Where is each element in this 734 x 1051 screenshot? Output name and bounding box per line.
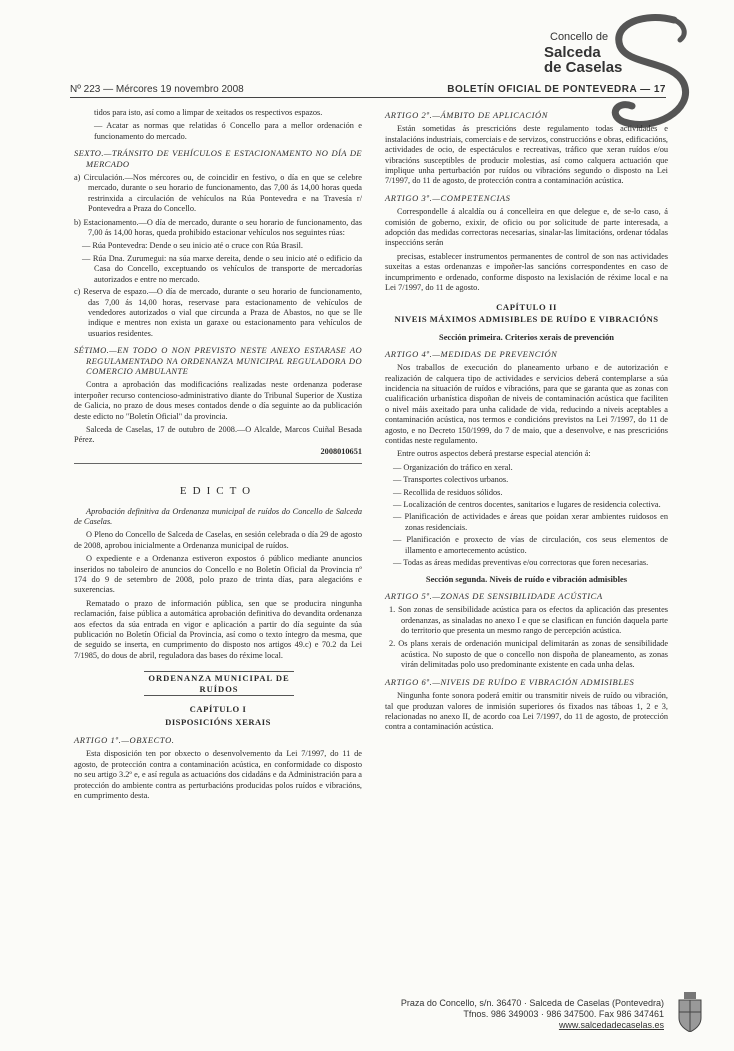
chapter-2: CAPÍTULO II <box>496 301 557 312</box>
left-para-4: O Pleno do Concello de Salceda de Caselas, en sesión celebrada o día 29 de agosto de 2008, aprobou inicialmente a Ordenanza municipal de ruídos. <box>74 530 362 550</box>
right-para-1: Están sometidas ás prescricións deste regulamento todas actividades e instalacións industriais, comerciais e de servizos, construccións e obras, edificacións, actividades de ocio, de espectáculos e recreativas, tráfico que xeran ruídos e/ou vibracións susceptibles de producir molestias, así como calquera actuación que implique unha perturbación por ruídos ou vibracións segundo o disposto na Lei 7/1997, do 11 de agosto, de protección contra a contaminación acústica. <box>385 124 668 186</box>
list-item-5: — Planificación de actividades e áreas que poidan xerar ambientes ruidosos en zonas residenciais. <box>393 512 668 532</box>
article-1-heading: ARTIGO 1º.—OBXECTO. <box>74 734 175 745</box>
item-b: b) Estacionamento.—O día de mercado, durante o seu horario de funcionamento, das 7,00 ás 14,00 horas, queda prohibido estacionar vehículos nos seguintes rúas: <box>74 217 362 238</box>
item-b1: — Rúa Pontevedra: Dende o seu inicio até o cruce con Rúa Brasil. <box>82 241 303 251</box>
article-2-heading: ARTIGO 2º.—ÁMBITO DE APLICACIÓN <box>385 110 549 120</box>
header-issue: Nº 223 — Mércores 19 novembro 2008 <box>70 84 244 95</box>
page-header <box>70 84 666 98</box>
chapter-2-title: NIVEIS MÁXIMOS ADMISIBLES DE RUÍDO E VIBRACIÓNS <box>394 313 659 324</box>
left-para-5: O expediente e a Ordenanza estiveron expostos ó público mediante anuncios inseridos no taboleiro de anuncios do Concello e no Boletín Oficial da Provincia nº 174 do 9 de setembro de 2008, polo prazo de trinta días, para alegacións e suxerencias. <box>74 554 362 595</box>
item-b2: — Rúa Dna. Zurumegui: na súa marxe dereita, dende o seu inicio até o edificio da Casa do Concello, exceptuando os vehículos de transporte de mercadorías autorizados e entre no mercado. <box>82 253 362 284</box>
article-5-list <box>385 605 668 670</box>
footer-website: www.salcedadecaselas.es <box>558 1020 664 1030</box>
section-1-title: Sección primeira. Criterios xerais de prevención <box>439 332 614 343</box>
left-para-3: Contra a aprobación das modificacións realizadas neste ordenanza poderase interpoñer recurso contencioso-administrativo diante do Tribunal Superior de Xustiza de Galicia, no prazo de dous meses contados dende o día seguinte ao da publicación deste edicto no "Boletín Oficial" da provincia. <box>74 380 362 421</box>
list-item-4: — Localización de centros docentes, sanitarios e lugares de residencia colectiva. <box>393 500 661 509</box>
chapter-1: CAPÍTULO I <box>189 704 247 715</box>
numbered-item-1: 1. Son zonas de sensibilidade acústica para os efectos da aplicación das presentes ordenanzas, as sinaladas no anexo I e que se clasifican en función daquela parte do territorio que presenta un mesmo rango de percepción acústica. <box>389 605 668 636</box>
list-item-2: — Transportes colectivos urbanos. <box>393 475 509 485</box>
article-6-heading: ARTIGO 6º.—NIVEIS DE RUÍDO E VIBRACIÓN ADMISIBLES <box>385 676 635 687</box>
article-3-heading: ARTIGO 3º.—COMPETENCIAS <box>385 192 511 203</box>
left-para-6: Rematado o prazo de información pública, sen que se producira ningunha reclamación, faise pública a automática aprobación definitiva do devandita ordenanza aos efectos da súa entrada en vigor e aplicación a partir do día seguinte da súa publicación no Boletín Oficial da Provincia, así como o texto íntegro da mesma, que de seguido se inserta, en cumprimento do disposto nos artigos 49.c) e 70.2 da Lei 7/1985, do dous de abril, reguladora das bases do réxime local. <box>74 598 362 660</box>
chapter-1-title: DISPOSICIÓNS XERAIS <box>165 716 271 727</box>
signature-text: Salceda de Caselas, 17 de outubro de 2008.—O Alcalde, Marcos Cuiñal Besada Pérez. <box>74 424 362 445</box>
numbered-item-2: 2. Os plans xerais de ordenación municipal delimitarán as zonas de sensibilidade acústica. No suposto de que o concello non dispoña de planeamento, as zonas virán delimitadas polo uso predominante existente en cada unha delas. <box>389 639 668 670</box>
list-item-6: — Planificación e proxecto de vías de circulación, cos seus elementos de illamento e amortecemento acústico. <box>393 535 668 555</box>
section-2-title: Sección segunda. Niveis de ruído e vibración admisibles <box>425 574 628 585</box>
left-para-1: tidos para isto, así como a limpar de xeitados os respectivos espazos. <box>94 108 323 117</box>
list-item-3: — Recollida de residuos sólidos. <box>393 487 503 497</box>
logo-line3: de Caselas <box>544 59 623 76</box>
logo-line2: Salceda <box>544 44 601 61</box>
right-para-3: precisas, establecer instrumentos permanentes de control de son nas actividades suxeitas a estas ordenanzas e impoñer-las sancións correspondentes en caso de incumprimento e ordenado, conforme disposto na lexislación de réxime local e na Lei 7/1997, do 11 de agosto. <box>385 251 668 293</box>
right-para-5: Entre outros aspectos deberá prestarse especial atención á: <box>397 449 591 459</box>
signature-line <box>74 425 362 446</box>
right-para-4: Nos traballos de execución do planeamento urbano e de autorización e realización de calquera tipo de actividades e servicios deberá contemplarse a súa incidencia na situación de ruídos e vibracións, para que se garanta que as zonas con cualificación urbanística dispoñan de niveis de contaminación acústica que faciliten o nivel máis axeitado para unha calidade de vida, reducindo a niveis aceptables a contaminación acústica, nos termos e condicións previstos na Lei 7/1997, do 11 de agosto, e no Decreto 150/1999, do 7 de maio, que a desenvolve, e nas prescricións contidas neste regulamento. <box>385 363 668 445</box>
signature-code: 2008010651 <box>320 446 362 456</box>
logo-text <box>544 30 622 75</box>
page-footer <box>401 998 664 1031</box>
item-a: a) Circulación.—Nos mércores ou, de coincidir en festivo, o día en que se celebre mercado, durante o seu horario de funcionamento, das 7,00 ás 14,00 horas queda restrinxida a circulación de vehículos na Rúa Pontevedra e na Travesía r/ Pontevedra a Praza do Concello. <box>74 173 362 214</box>
right-para-2: Correspondelle á alcaldía ou á concelleira en que delegue e, de se-lo caso, á comisión de goberno, exixir, de oficio ou por solicitude de parte interesada, a adopción das medidas correctoras necesarias, sinalar-las limitacións, ordenar tódalas inspeccións serán <box>385 207 668 248</box>
right-column <box>385 108 668 736</box>
coat-of-arms-icon <box>676 992 704 1032</box>
separator <box>74 463 362 464</box>
left-para-2: — Acatar as normas que relatidas ó Concello para a mellor ordenación e funcionamento do mercado. <box>94 121 362 141</box>
edicto-subtitle: Aprobación definitiva da Ordenanza municipal de ruídos do Concello de Salceda de Caselas. <box>74 506 362 526</box>
ordinance-title: ORDENANZA MUNICIPAL DE RUÍDOS <box>144 671 294 696</box>
header-rule <box>70 97 666 98</box>
logo-line1: Concello de <box>550 31 609 43</box>
article-5-heading: ARTIGO 5º.—ZONAS DE SENSIBILIDADE ACÚSTICA <box>385 590 603 601</box>
section-setimo: SÉTIMO.—EN TODO O NON PREVISTO NESTE ANEXO ESTARASE AO REGULAMENTADO NA ORDENANZA MUNICIPAL REGULADORA DO COMERCIO AMBULANTE <box>74 345 362 376</box>
item-c: c) Reserva de espazo.—O día de mercado, durante o seu horario de funcionamento, das 7,00 ás 14,00 horas, reservase para estacionamento de vehículos de vendedores autorizados o vial que circunda a Praza de Abastos, no que se lle indique e mentres non exista un garaxe ou estacionamento para vehículos de usuarios residentes. <box>74 287 362 338</box>
footer-address: Praza do Concello, s/n. 36470 · Salceda de Caselas (Pontevedra) <box>400 998 664 1008</box>
list-item-7: — Todas as áreas medidas preventivas e/ou correctoras que foren necesarias. <box>393 558 649 568</box>
list-item-1: — Organización do tráfico en xeral. <box>393 462 513 472</box>
edicto-title: EDICTO <box>179 485 257 498</box>
left-para-7: Esta disposición ten por obxecto o desenvolvemento da Lei 7/1997, do 11 de agosto, de protección contra a contaminación acústica, en conformidade co disposto no seu artigo 3.2º e, e así regula as actuacións dos cidadáns e da Administración para a protección do ambiente contra as perturbacións producidas polos ruídos e vibracións, en cumprimento desta. <box>74 749 362 800</box>
footer-phones: Tfnos. 986 349003 · 986 347500. Fax 986 347461 <box>463 1009 664 1019</box>
right-para-6: Ningunha fonte sonora poderá emitir ou transmitir niveis de ruído ou vibración, tal que produzan valores de inmisión superiores ós fixados nas táboas 1, 2 e 3, relacionadas no anexo II, de acordo coa Lei 7/1997, do 11 de agosto, de protección contra a contaminación acústica. <box>385 691 668 732</box>
section-sexto: SEXTO.—TRÁNSITO DE VEHÍCULOS E ESTACIONAMENTO NO DÍA DE MERCADO <box>74 148 362 169</box>
article-4-heading: ARTIGO 4º.—MEDIDAS DE PREVENCIÓN <box>385 348 558 359</box>
header-publication: BOLETÍN OFICIAL DE PONTEVEDRA — 17 <box>447 84 666 95</box>
left-column <box>74 108 362 804</box>
